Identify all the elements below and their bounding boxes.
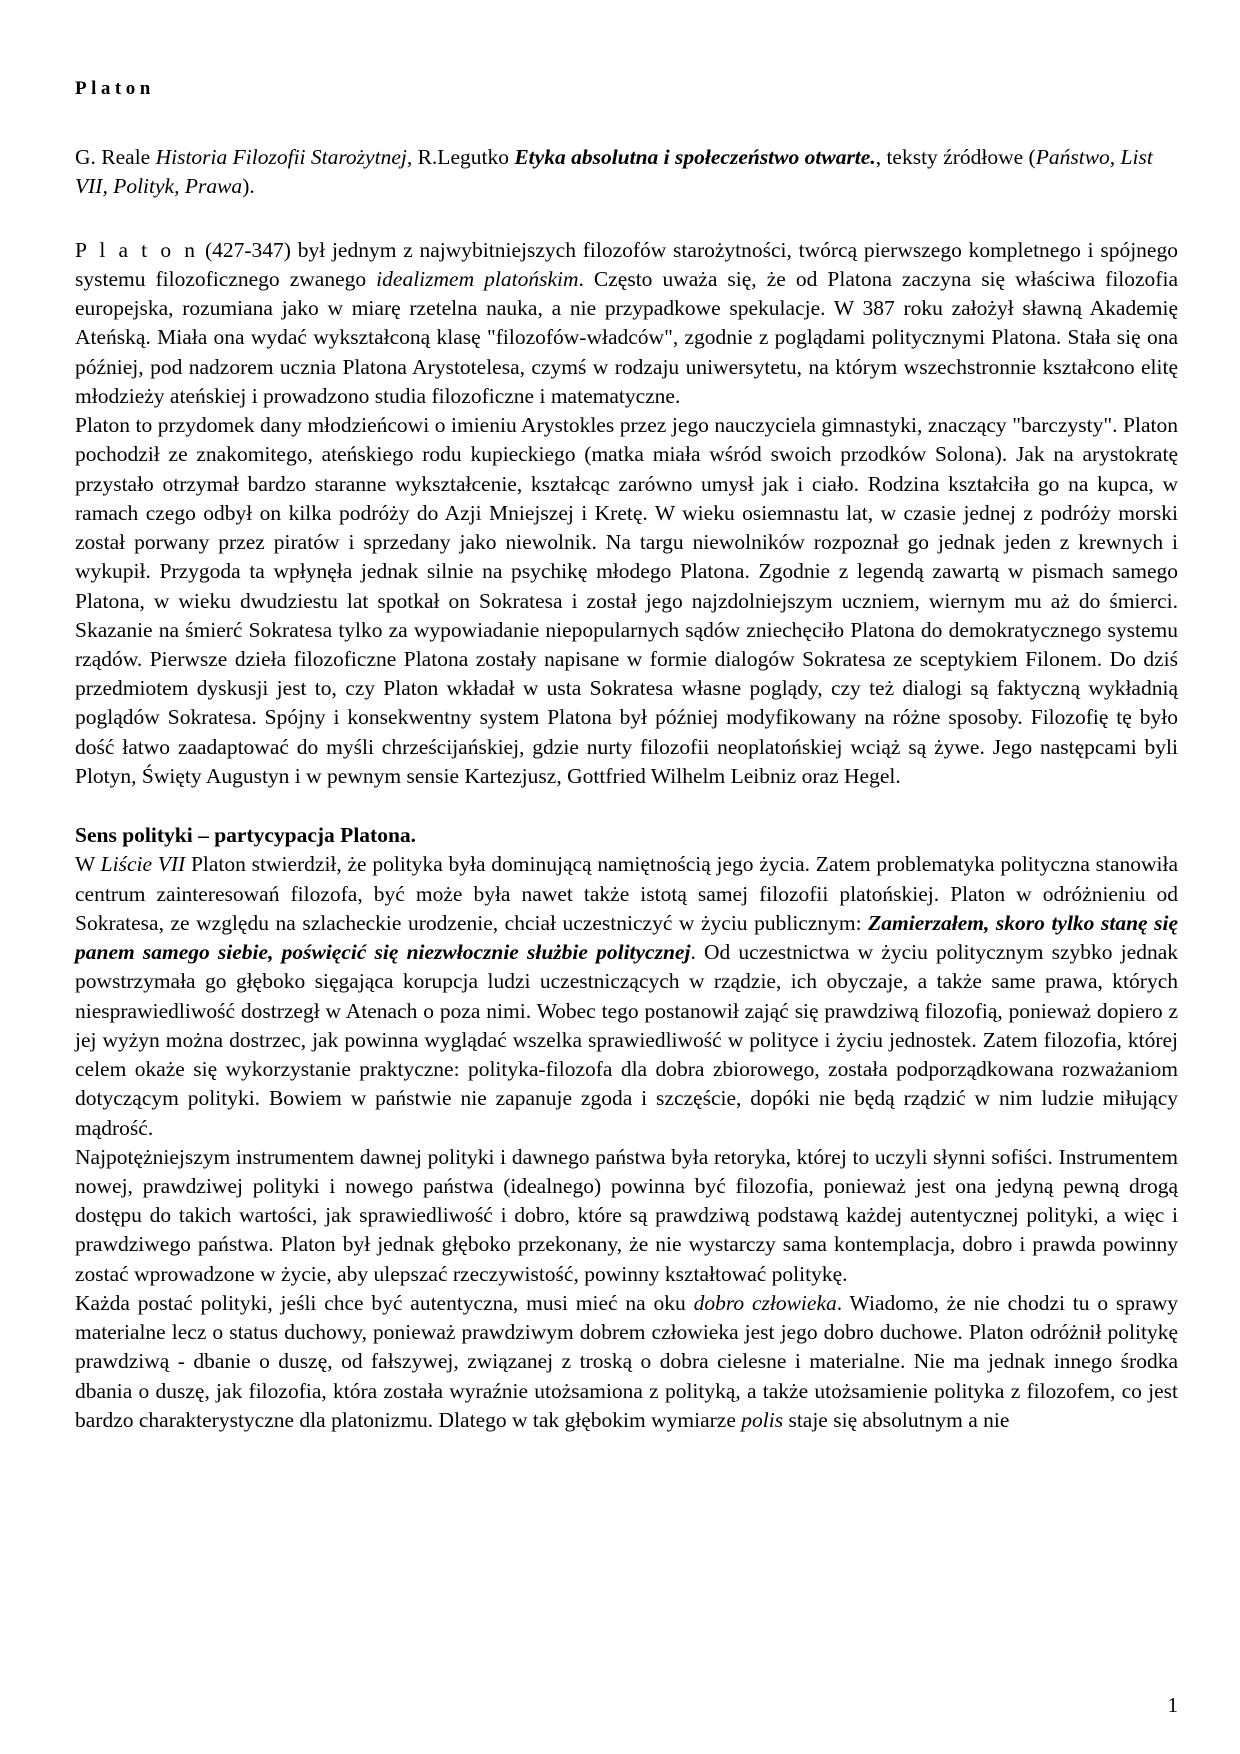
politics3-run-2: . Wiadomo, że nie chodzi tu o sprawy materialne lecz o status duchowy, ponieważ prawdziwym dobrem człowieka jest jego dobro duchowe. Platon odróżnił politykę prawdziwą - dbanie o duszę, od fałszywej, związanej z troską o dobra cielesne i materialne. Nie ma jednak innego środka dbania o duszę, jak filozofia, która została wyraźnie utożsamiona z polityką, a także utożsamienie polityka z filozofem, co jest bardzo charakterystyczne dla platonizmu. Dlatego w tak głębokim wymiarze bbox=[75, 1290, 1179, 1432]
biography-run-0: Platon to przydomek dany młodzieńcowi o imieniu Arystokles przez jego nauczyciela gimnastyki, znaczący "barczysty". Platon pochodził ze znakomitego, ateńskiego rodu kupieckiego (matka miała wśród swoich przodków Solona). Jak na arystokratę przystało otrzymał bardzo staranne wykształcenie, kształcąc zarówno umysł jak i ciało. Rodzina kształciła go na kupca, w ramach czego odbył on kilka podróży do Azji Mniejszej i Kretę. W wieku osiemnastu lat, w czasie jednej z podróży morski został porwany przez piratów i sprzedany jako niewolnik. Na targu niewolników rozpoznał go jednak jeden z krewnych i wykupił. Przygoda ta wpłynęła jednak silnie na psychikę młodego Platona. Zgodnie z legendą zawartą w pismach samego Platona, w wieku dwudziestu lat spotkał on Sokratesa i został jego najzdolniejszym uczniem, wiernym mu aż do śmierci. Skazanie na śmierć Sokratesa tylko za wypowiadanie niepopularnych sądów zniechęciło Platona do demokratycznego systemu rządów. Pierwsze dzieła filozoficzne Platona zostały napisane w formie dialogów Sokratesa ze sceptykiem Filonem. Do dziś przedmiotem dyskusji jest to, czy Platon wkładał w usta Sokratesa własne poglądy, czy też dialogi są faktyczną wykładnią poglądów Sokratesa. Spójny i konsekwentny system Platona był później modyfikowany na różne sposoby. Filozofię tę było dość łatwo zaadaptować do myśli chrześcijańskiej, gdzie nurty filozofii neoplatońskiej wciąż są żywe. Jego następcami byli Plotyn, Święty Augustyn i w pewnym sensie Kartezjusz, Gottfried Wilhelm Leibniz oraz Hegel. bbox=[75, 413, 1178, 788]
politics3-run-4: staje się absolutnym a nie bbox=[783, 1407, 1010, 1432]
paragraph-biography bbox=[75, 411, 1178, 791]
section-spacer bbox=[75, 791, 1178, 821]
paragraph-politics-1 bbox=[75, 850, 1178, 1142]
document-body bbox=[75, 236, 1178, 1435]
politics1-run-2: Platon stwierdził, że polityka była dominującą namiętnością jego życia. Zatem problematyka polityczna stanowiła centrum zainteresowań filozofa, być może była nawet także istotą samej filozofii platońskiej. Platon w odróżnieniu od Sokratesa, ze względu na szlacheckie urodzenie, chciał uczestniczyć w życiu publicznym: bbox=[75, 852, 1179, 935]
intro-italic-term: idealizmem platońskim bbox=[376, 266, 579, 291]
paragraph-intro bbox=[75, 236, 1178, 411]
reference-end: ). bbox=[242, 174, 255, 199]
politics3-run-0: Każda postać polityki, jeśli chce być autentyczna, musi mieć na oku bbox=[75, 1290, 694, 1315]
page-number: 1 bbox=[1167, 1693, 1178, 1717]
section-heading-politics: Sens polityki – partycypacja Platona. bbox=[75, 823, 417, 848]
politics1-quote: Zamierzałem, skoro tylko stanę się panem samego siebie, poświęcić się niezwłocznie służbie politycznej bbox=[75, 910, 1179, 965]
reference-work-2: Etyka absolutna i społeczeństwo otwarte. bbox=[514, 144, 876, 169]
reference-author-2: R.Legutko bbox=[412, 144, 515, 169]
page-title: Platon bbox=[75, 78, 155, 99]
reference-author-1: G. Reale bbox=[75, 144, 156, 169]
politics1-run-4: . Od uczestnictwa w życiu politycznym szybko jednak powstrzymała go głęboko sięgająca korupcja ludzi uczestniczących w rządzie, ich obyczaje, a także same prawa, których niesprawiedliwość dostrzegł w Atenach o poza nimi. Wobec tego postanowił zająć się prawdziwą filozofią, ponieważ dopiero z jej wyżyn można dostrzec, jak powinna wyglądać wszelka sprawiedliwość w polityce i życiu jednostek. Zatem filozofia, której celem okaże się wykorzystanie praktyczne: polityka-filozofa dla dobra zbiorowego, została podporządkowana rozważaniom dotyczącym polityki. Bowiem w państwie nie zapanuje zgoda i szczęście, dopóki nie będą rządzić w nim ludzie miłujący mądrość. bbox=[75, 940, 1178, 1140]
politics1-italic-letter: Liście VII bbox=[100, 852, 186, 877]
bibliography-references bbox=[75, 143, 1178, 202]
paragraph-politics-3 bbox=[75, 1289, 1178, 1435]
reference-work-1: Historia Filozofii Starożytnej, bbox=[155, 144, 413, 169]
politics3-italic-polis: polis bbox=[741, 1407, 784, 1432]
reference-sources: Państwo, List VII, Polityk, Prawa bbox=[75, 144, 1153, 199]
intro-run-1: (427-347) był jednym z najwybitniejszych filozofów starożytności, twórcą pierwszego kompletnego i spójnego systemu filozoficznego zwanego bbox=[75, 237, 1178, 291]
politics3-italic-good: dobro człowieka bbox=[693, 1290, 837, 1315]
politics1-run-0: W bbox=[75, 852, 101, 877]
intro-run-3: . Często uważa się, że od Platona zaczyna się właściwa filozofia europejska, rozumiana jako w miarę rzetelna nauka, a nie przypadkowe spekulacje. W 387 roku założył sławną Akademię Ateńską. Miała ona wydać wykształconą klasę "filozofów-władców", zgodnie z poglądami politycznymi Platona. Stała się ona później, pod nadzorem ucznia Platona Arystotelesa, czymś w rodzaju uniwersytetu, na którym wszechstronnie kształcono elitę młodzieży ateńskiej i prowadzono studia filozoficzne i matematyczne. bbox=[75, 266, 1178, 408]
paragraph-politics-2 bbox=[75, 1143, 1178, 1289]
politics2-run-0: Najpotężniejszym instrumentem dawnej polityki i dawnego państwa była retoryka, której to uczyli słynni sofiści. Instrumentem nowej, prawdziwej polityki i nowego państwa (idealnego) powinna być filozofia, ponieważ jest ona jedyną pewną drogą dostępu do takich wartości, jak sprawiedliwość i dobro, które są prawdziwą podstawą każdej autentycznej polityki, a więc i prawdziwego państwa. Platon był jednak głęboko przekonany, że nie wystarczy sama kontemplacja, dobro i prawda powinny zostać wprowadzone w życie, aby ulepszać rzeczywistość, powinny kształtować politykę. bbox=[75, 1144, 1178, 1286]
reference-tail: , teksty źródłowe ( bbox=[875, 144, 1036, 169]
intro-tracked-name: P l a t o n bbox=[75, 237, 199, 262]
